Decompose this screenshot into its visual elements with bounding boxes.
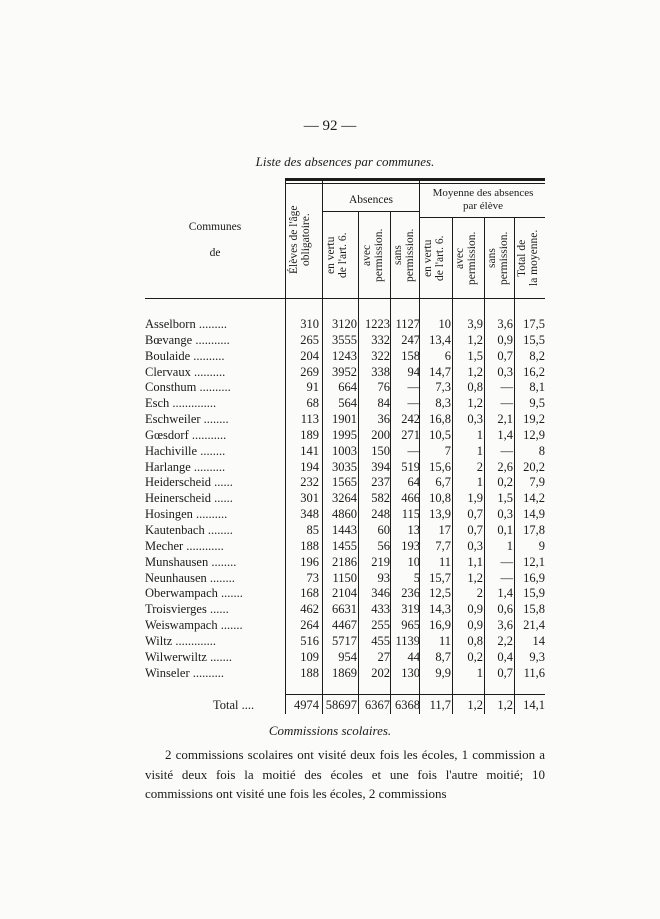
cell-eleves: 310 (300, 317, 319, 331)
cell-m-sans: 0,3 (497, 364, 513, 379)
cell-m-avec: 1,2 (467, 364, 483, 379)
cell-sans: 158 (401, 348, 420, 363)
cell-sans: 466 (401, 491, 420, 506)
cell-art6: 2186 (332, 554, 357, 569)
cell-eleves: 196 (300, 554, 319, 569)
cell-sans: 13 (407, 522, 420, 537)
cell-m-sans: 0,4 (497, 649, 513, 664)
cell-m-total: 7,9 (529, 475, 545, 490)
cell-m-sans: 0,1 (497, 522, 513, 537)
header-absences: Absences (348, 194, 394, 206)
table-row (145, 412, 550, 428)
commune-name: Munshausen ........ (145, 554, 237, 569)
header-moyenne-1: Moyenne des absences (432, 187, 534, 199)
cell-avec: 582 (371, 491, 390, 506)
header-eleves: Élèves de l'âge obligatoire. (288, 205, 312, 275)
cell-m-sans: 0,9 (497, 332, 513, 347)
cell-art6: 4467 (332, 618, 357, 633)
cell-m-sans: 0,7 (497, 348, 513, 363)
section-title: Commissions scolaires. (268, 723, 392, 738)
cell-m-sans: 1,4 (497, 427, 513, 442)
header-abs-art6: en vertu de l'art. 6. (325, 232, 349, 278)
cell-m-avec: 0,7 (467, 507, 483, 522)
table-body (145, 317, 550, 681)
total-m-art6: 11,7 (429, 698, 451, 712)
cell-avec: 433 (371, 602, 390, 617)
cell-m-total: 8 (538, 443, 545, 458)
cell-avec: 60 (377, 522, 390, 537)
table-row (145, 349, 550, 365)
total-row (145, 697, 550, 713)
total-m-sans: 1,2 (497, 698, 513, 712)
cell-m-total: 19,2 (523, 412, 545, 427)
table-row (145, 634, 550, 650)
absences-subrule (322, 211, 419, 212)
commune-name: Neunhausen ........ (145, 570, 235, 585)
cell-m-art6: 8,7 (435, 649, 451, 664)
cell-m-total: 21,4 (523, 618, 545, 633)
table-top-rule (285, 178, 545, 181)
cell-avec: 93 (377, 570, 390, 585)
commune-name: Hosingen .......... (145, 507, 228, 522)
cell-eleves: 269 (300, 364, 319, 379)
cell-m-art6: 14,3 (429, 602, 451, 617)
cell-eleves: 188 (300, 538, 319, 553)
cell-m-total: 11,6 (523, 665, 545, 680)
cell-m-total: 8,2 (529, 348, 545, 363)
table-row (145, 555, 550, 571)
table-row (145, 602, 550, 618)
cell-m-art6: 7,3 (435, 380, 451, 395)
table-row (145, 428, 550, 444)
cell-avec: 56 (377, 538, 390, 553)
table-row (145, 380, 550, 396)
cell-eleves: 194 (300, 459, 319, 474)
cell-avec: 200 (371, 427, 390, 442)
cell-art6: 3120 (332, 317, 357, 331)
cell-sans: 64 (407, 475, 420, 490)
cell-m-sans: 2,2 (497, 633, 513, 648)
cell-m-avec: 1,2 (467, 332, 483, 347)
cell-m-avec: 0,9 (467, 618, 483, 633)
cell-m-art6: 16,9 (429, 618, 451, 633)
header-moy-art6: en vertu de l'art. 6. (422, 235, 446, 281)
header-bottom-rule (145, 298, 545, 299)
header-moy-sans: sans permission. (486, 231, 510, 285)
cell-art6: 1150 (332, 570, 357, 585)
cell-m-avec: 2 (476, 586, 483, 601)
cell-art6: 3555 (332, 332, 357, 347)
table-row (145, 618, 550, 634)
cell-m-art6: 6,7 (435, 475, 451, 490)
cell-m-avec: 1,9 (467, 491, 483, 506)
cell-sans: 10 (407, 554, 420, 569)
total-m-avec: 1,2 (467, 698, 483, 712)
cell-m-avec: 1 (476, 427, 483, 442)
cell-m-sans: 1,4 (497, 586, 513, 601)
cell-m-total: 15,5 (523, 332, 545, 347)
commune-name: Kautenbach ........ (145, 522, 233, 537)
cell-art6: 1901 (332, 412, 357, 427)
cell-avec: 237 (371, 475, 390, 490)
cell-sans: 1127 (395, 317, 420, 331)
cell-avec: 255 (371, 618, 390, 633)
cell-art6: 1243 (332, 348, 357, 363)
cell-m-art6: 13,4 (429, 332, 451, 347)
cell-m-sans: 0,2 (497, 475, 513, 490)
cell-m-sans: 0,7 (497, 665, 513, 680)
total-avec: 6367 (365, 698, 390, 712)
cell-m-total: 15,9 (523, 586, 545, 601)
cell-avec: 394 (371, 459, 390, 474)
cell-art6: 3035 (332, 459, 357, 474)
cell-sans: 1139 (395, 633, 420, 648)
header-moy-total: Total de la moyenne. (516, 229, 540, 287)
cell-m-art6: 13,9 (429, 507, 451, 522)
commune-name: Heinerscheid ...... (145, 491, 233, 506)
cell-sans: — (407, 380, 420, 395)
header-communes: Communes (188, 221, 242, 233)
cell-eleves: 348 (300, 507, 319, 522)
cell-m-sans: 0,6 (497, 602, 513, 617)
cell-m-art6: 8,3 (435, 396, 451, 411)
table-row (145, 475, 550, 491)
cell-m-art6: 12,5 (429, 586, 451, 601)
table-row (145, 365, 550, 381)
cell-m-art6: 9,9 (435, 665, 451, 680)
table-top-rule-thin (285, 183, 545, 184)
cell-m-total: 16,9 (523, 570, 545, 585)
cell-m-sans: — (500, 443, 513, 458)
cell-m-sans: — (500, 570, 513, 585)
cell-m-avec: 1,2 (467, 396, 483, 411)
cell-sans: 5 (413, 570, 420, 585)
table-title: Liste des absences par communes. (255, 154, 435, 169)
cell-avec: 346 (371, 586, 390, 601)
cell-eleves: 232 (300, 475, 319, 490)
cell-eleves: 301 (300, 491, 319, 506)
commune-name: Boulaide .......... (145, 348, 225, 363)
cell-m-avec: 0,8 (467, 633, 483, 648)
cell-eleves: 91 (306, 380, 319, 395)
cell-m-total: 14,2 (523, 491, 545, 506)
cell-sans: 236 (401, 586, 420, 601)
commune-name: Gœsdorf ........... (145, 427, 227, 442)
cell-eleves: 113 (300, 412, 319, 427)
cell-m-total: 12,9 (523, 427, 545, 442)
header-de: de (209, 247, 221, 259)
table-row (145, 586, 550, 602)
cell-m-total: 14,9 (523, 507, 545, 522)
cell-eleves: 516 (300, 633, 319, 648)
cell-avec: 219 (371, 554, 390, 569)
cell-m-avec: 0,2 (467, 649, 483, 664)
commune-name: Wiltz ............. (145, 633, 217, 648)
cell-avec: 455 (371, 633, 390, 648)
cell-m-art6: 7 (444, 443, 451, 458)
cell-sans: 271 (401, 427, 420, 442)
cell-sans: 44 (407, 649, 420, 664)
cell-m-avec: 3,9 (467, 317, 483, 331)
cell-m-sans: 2,6 (497, 459, 513, 474)
table-row (145, 396, 550, 412)
cell-sans: 115 (401, 507, 420, 522)
cell-eleves: 189 (300, 427, 319, 442)
table-row (145, 650, 550, 666)
cell-art6: 1443 (332, 522, 357, 537)
cell-m-sans: — (500, 396, 513, 411)
table-row (145, 523, 550, 539)
cell-m-total: 12,1 (523, 554, 545, 569)
cell-sans: 242 (401, 412, 420, 427)
cell-m-sans: 1 (506, 538, 513, 553)
cell-m-total: 17,5 (523, 317, 545, 331)
cell-avec: 150 (371, 443, 390, 458)
cell-eleves: 188 (300, 665, 319, 680)
body-paragraph: 2 commissions scolaires ont visité deux fois les écoles, 1 commission a visité deux fois la moitié des écoles et une fois l'autre moitié; 10 commissions ont visité une fois les écoles, 2 commissions (145, 747, 545, 801)
cell-art6: 564 (338, 396, 357, 411)
cell-m-total: 16,2 (523, 364, 545, 379)
commune-name: Hachiville ........ (145, 443, 226, 458)
total-art6: 58697 (325, 698, 357, 712)
cell-m-art6: 10 (438, 317, 451, 331)
cell-m-art6: 11 (438, 633, 451, 648)
cell-m-avec: 1,1 (467, 554, 483, 569)
cell-art6: 6631 (332, 602, 357, 617)
commune-name: Heiderscheid ...... (145, 475, 233, 490)
cell-art6: 1869 (332, 665, 357, 680)
header-abs-avec: avec permission. (361, 228, 385, 282)
cell-m-avec: 1 (476, 665, 483, 680)
cell-art6: 1003 (332, 443, 357, 458)
cell-sans: 319 (401, 602, 420, 617)
cell-sans: 94 (407, 364, 420, 379)
table-row (145, 491, 550, 507)
cell-m-avec: 0,3 (467, 538, 483, 553)
cell-sans: 519 (401, 459, 420, 474)
cell-m-sans: — (500, 380, 513, 395)
cell-avec: 338 (371, 364, 390, 379)
cell-m-total: 9,5 (529, 396, 545, 411)
commune-name: Weiswampach ....... (145, 618, 243, 633)
cell-eleves: 73 (306, 570, 319, 585)
cell-art6: 1565 (332, 475, 357, 490)
cell-art6: 954 (338, 649, 357, 664)
cell-m-sans: 1,5 (497, 491, 513, 506)
cell-eleves: 109 (300, 649, 319, 664)
commune-name: Clervaux .......... (145, 364, 226, 379)
cell-eleves: 141 (300, 443, 319, 458)
table-row (145, 444, 550, 460)
cell-m-sans: 0,3 (497, 507, 513, 522)
cell-m-art6: 10,5 (429, 427, 451, 442)
cell-eleves: 204 (300, 348, 319, 363)
cell-m-avec: 0,9 (467, 602, 483, 617)
table-row (145, 460, 550, 476)
cell-sans: — (407, 396, 420, 411)
cell-sans: 193 (401, 538, 420, 553)
cell-art6: 5717 (332, 633, 357, 648)
commune-name: Consthum .......... (145, 380, 231, 395)
total-rule (285, 694, 545, 695)
cell-eleves: 264 (300, 618, 319, 633)
cell-m-art6: 15,6 (429, 459, 451, 474)
cell-m-art6: 10,8 (429, 491, 451, 506)
commune-name: Oberwampach ....... (145, 586, 243, 601)
cell-avec: 332 (371, 332, 390, 347)
cell-m-total: 15,8 (523, 602, 545, 617)
cell-m-avec: 1 (476, 443, 483, 458)
cell-m-total: 9,3 (529, 649, 545, 664)
cell-art6: 1455 (332, 538, 357, 553)
total-label: Total .... (213, 698, 255, 712)
cell-m-total: 9 (538, 538, 545, 553)
cell-avec: 248 (371, 507, 390, 522)
header-abs-sans: sans permission. (392, 228, 416, 282)
commune-name: Mecher ............ (145, 538, 224, 553)
cell-avec: 27 (377, 649, 390, 664)
header-moyenne-2: par élève (463, 200, 503, 212)
cell-art6: 1995 (332, 427, 357, 442)
cell-m-sans: 2,1 (497, 412, 513, 427)
cell-avec: 322 (371, 348, 390, 363)
cell-m-avec: 1,2 (467, 570, 483, 585)
cell-m-total: 8,1 (529, 380, 545, 395)
cell-m-sans: 3,6 (497, 618, 513, 633)
cell-m-avec: 0,3 (467, 412, 483, 427)
cell-avec: 202 (371, 665, 390, 680)
table-row (145, 333, 550, 349)
cell-m-avec: 1,5 (467, 348, 483, 363)
cell-art6: 3264 (332, 491, 357, 506)
cell-avec: 1223 (365, 317, 390, 331)
total-sans: 6368 (395, 698, 420, 712)
cell-sans: — (407, 443, 420, 458)
cell-art6: 664 (338, 380, 357, 395)
cell-m-art6: 17 (438, 522, 451, 537)
cell-avec: 36 (377, 412, 390, 427)
cell-m-art6: 7,7 (435, 538, 451, 553)
page-number: — 92 — (303, 118, 357, 134)
cell-eleves: 168 (300, 586, 319, 601)
table-row (145, 666, 550, 682)
table-row (145, 539, 550, 555)
table-row (145, 317, 550, 333)
commune-name: Bœvange ........... (145, 332, 230, 347)
moyenne-subrule (419, 217, 545, 218)
commune-name: Asselborn ......... (145, 317, 227, 331)
commune-name: Eschweiler ........ (145, 412, 229, 427)
commune-name: Winseler .......... (145, 665, 224, 680)
cell-m-art6: 14,7 (429, 364, 451, 379)
cell-m-sans: 3,6 (497, 317, 513, 331)
cell-art6: 4860 (332, 507, 357, 522)
cell-m-total: 17,8 (523, 522, 545, 537)
commune-name: Esch .............. (145, 396, 217, 411)
cell-m-art6: 16,8 (429, 412, 451, 427)
table-row (145, 507, 550, 523)
cell-m-total: 14 (532, 633, 545, 648)
cell-eleves: 68 (306, 396, 319, 411)
cell-eleves: 265 (300, 332, 319, 347)
commune-name: Harlange .......... (145, 459, 226, 474)
cell-eleves: 85 (306, 522, 319, 537)
total-m-total: 14,1 (523, 698, 545, 712)
cell-sans: 965 (401, 618, 420, 633)
commune-name: Wilwerwiltz ....... (145, 649, 232, 664)
cell-m-art6: 11 (438, 554, 451, 569)
commune-name: Troisvierges ...... (145, 602, 229, 617)
cell-m-avec: 2 (476, 459, 483, 474)
cell-avec: 84 (377, 396, 390, 411)
cell-avec: 76 (377, 380, 390, 395)
cell-m-sans: — (500, 554, 513, 569)
table-row (145, 571, 550, 587)
cell-sans: 247 (401, 332, 420, 347)
cell-sans: 130 (401, 665, 420, 680)
cell-eleves: 462 (300, 602, 319, 617)
cell-art6: 3952 (332, 364, 357, 379)
cell-m-avec: 1 (476, 475, 483, 490)
cell-art6: 2104 (332, 586, 357, 601)
cell-m-avec: 0,8 (467, 380, 483, 395)
cell-m-art6: 15,7 (429, 570, 451, 585)
cell-m-avec: 0,7 (467, 522, 483, 537)
total-eleves: 4974 (294, 698, 319, 712)
header-moy-avec: avec permission. (454, 231, 478, 285)
cell-m-total: 20,2 (523, 459, 545, 474)
cell-m-art6: 6 (444, 348, 451, 363)
